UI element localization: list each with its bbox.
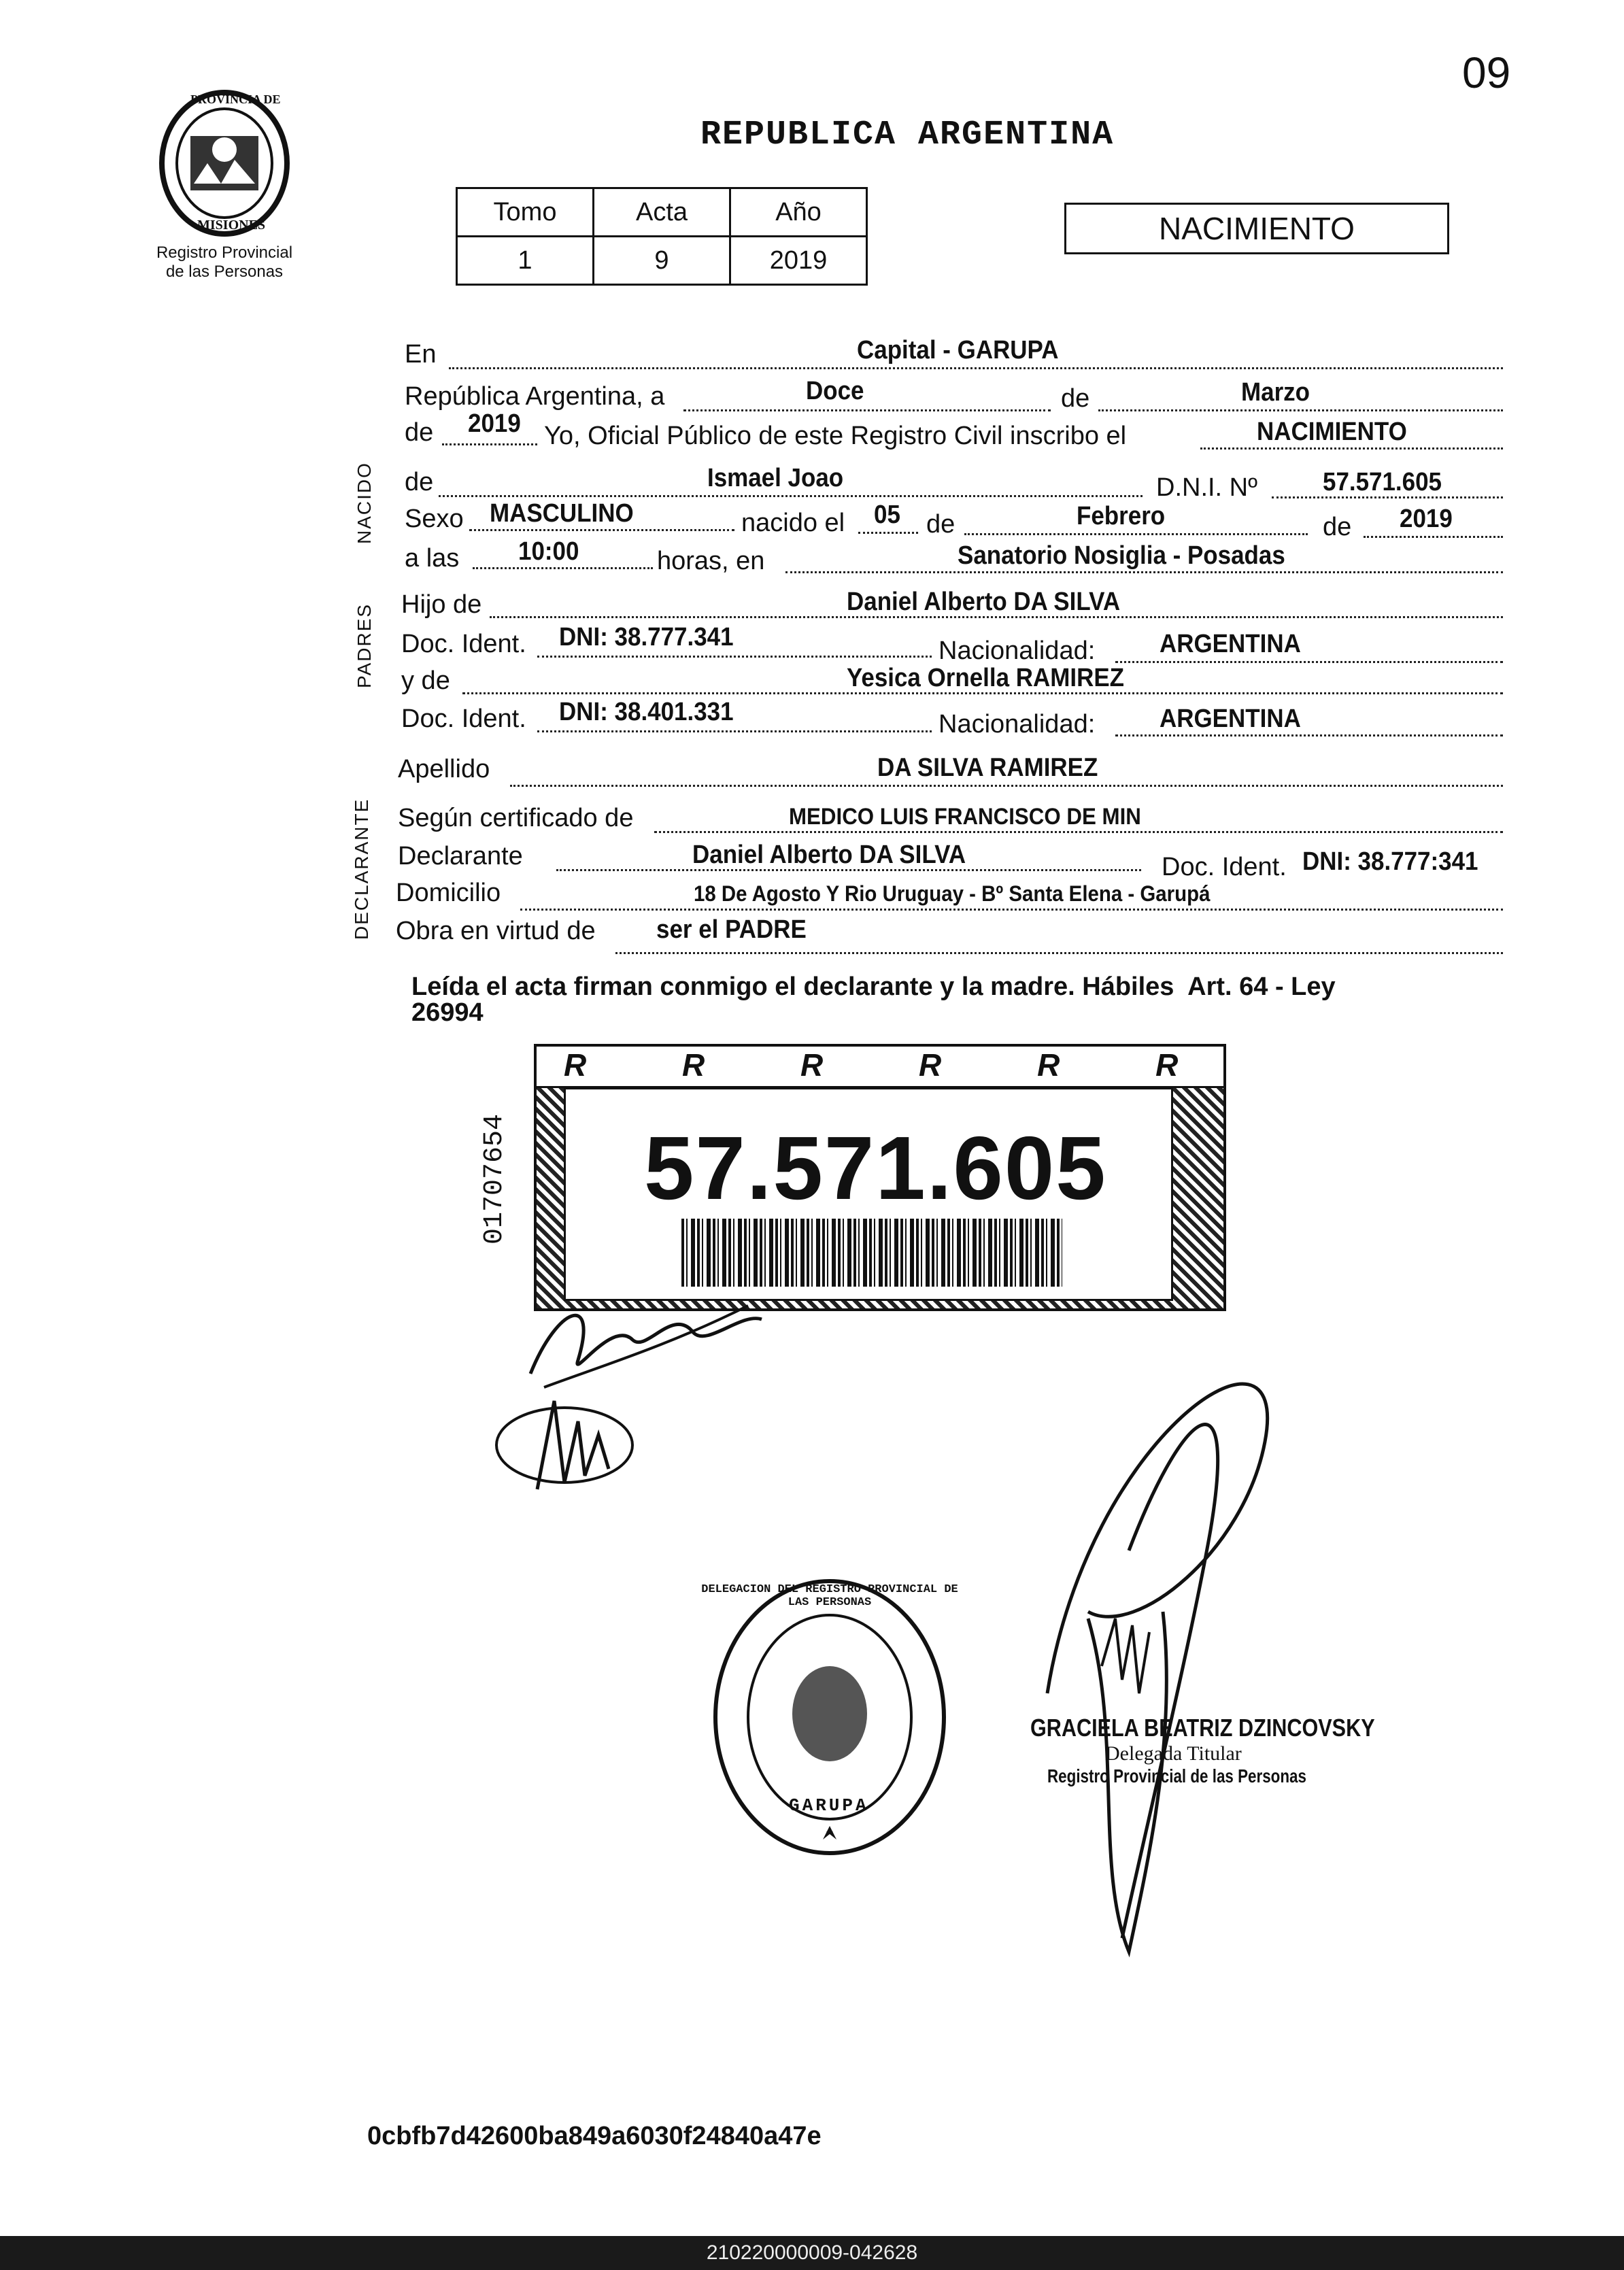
dotted-line bbox=[785, 571, 1503, 573]
mother-signature bbox=[490, 1380, 646, 1496]
yo-text: Yo, Oficial Público de este Registro Civil inscribo el bbox=[544, 422, 1127, 450]
year-value: 2019 bbox=[468, 409, 521, 438]
anio-header: Año bbox=[730, 188, 867, 237]
place-value: Capital - GARUPA bbox=[857, 336, 1059, 365]
birth-de-label-2: de bbox=[1323, 513, 1352, 541]
certificado-label: Según certificado de bbox=[398, 804, 634, 832]
certificado-value: MEDICO LUIS FRANCISCO DE MIN bbox=[789, 804, 1141, 830]
anio-value: 2019 bbox=[730, 237, 867, 285]
section-declarante-label: DECLARANTE bbox=[351, 798, 372, 940]
dotted-line bbox=[964, 533, 1308, 535]
record-table-value-row bbox=[457, 237, 867, 285]
issuer-caption-line1: Registro Provincial bbox=[156, 243, 293, 262]
birth-de-label: de bbox=[926, 510, 955, 539]
apellido-label: Apellido bbox=[398, 755, 490, 783]
footer-code: 210220000009-042628 bbox=[706, 2241, 918, 2264]
mother-doc: DNI: 38.401.331 bbox=[559, 698, 734, 726]
issuer-caption-line2: de las Personas bbox=[165, 262, 284, 281]
obra-value: ser el PADRE bbox=[656, 915, 807, 944]
dotted-line bbox=[537, 656, 932, 658]
birth-day: 05 bbox=[874, 501, 900, 529]
dotted-line bbox=[469, 529, 734, 531]
a-las-label: a las bbox=[405, 544, 460, 573]
sticker-side-number: 01707654 bbox=[479, 1113, 510, 1244]
closing-text bbox=[411, 974, 1336, 1026]
record-type: NACIMIENTO bbox=[1159, 211, 1355, 246]
birth-hour: 10:00 bbox=[518, 537, 579, 566]
acta-header: Acta bbox=[594, 188, 730, 237]
sticker-pattern-letter: R bbox=[1155, 1047, 1181, 1083]
dotted-line bbox=[537, 730, 932, 732]
child-name: Ismael Joao bbox=[707, 464, 844, 492]
nacido-de-label: de bbox=[405, 468, 434, 496]
father-nationality-label: Nacionalidad: bbox=[938, 637, 1096, 665]
dotted-line bbox=[1115, 661, 1503, 663]
declarante-value: Daniel Alberto DA SILVA bbox=[692, 841, 966, 869]
en-label: En bbox=[405, 340, 437, 369]
dotted-line bbox=[615, 952, 1503, 954]
country-title: REPUBLICA ARGENTINA bbox=[700, 116, 1115, 154]
official-signature bbox=[1006, 1326, 1292, 1972]
birth-year: 2019 bbox=[1400, 505, 1453, 533]
footer-bar bbox=[0, 2236, 1624, 2270]
dotted-line bbox=[473, 567, 653, 569]
father-doc: DNI: 38.777.341 bbox=[559, 623, 734, 651]
round-stamp-town: GARUPA bbox=[789, 1795, 869, 1816]
sticker-pattern-letter: R bbox=[1037, 1047, 1063, 1083]
section-nacido-label: NACIDO bbox=[354, 462, 375, 544]
dotted-line bbox=[439, 495, 1143, 497]
dotted-line bbox=[1364, 536, 1503, 538]
dotted-line bbox=[858, 532, 918, 534]
sexo-value: MASCULINO bbox=[490, 499, 634, 528]
dni-label: D.N.I. Nº bbox=[1156, 473, 1257, 502]
dotted-line bbox=[1098, 409, 1503, 411]
de2-label: de bbox=[405, 418, 434, 447]
record-type-box bbox=[1064, 203, 1449, 254]
section-padres-label: PADRES bbox=[354, 603, 375, 688]
round-stamp-text: DELEGACION DEL REGISTRO PROVINCIAL DE LAS PERSONAS bbox=[701, 1583, 958, 1609]
father-doc-label: Doc. Ident. bbox=[401, 630, 526, 658]
acta-value: 9 bbox=[594, 237, 730, 285]
page-number: 09 bbox=[1462, 48, 1511, 97]
document-hash: 0cbfb7d42600ba849a6030f24840a47e bbox=[367, 2122, 822, 2150]
issuer-caption bbox=[129, 243, 320, 282]
dotted-line bbox=[683, 409, 1051, 411]
obra-label: Obra en virtud de bbox=[396, 917, 596, 945]
seal-text-top: PROVINCIA DE bbox=[190, 92, 281, 106]
mother-name: Yesica Ornella RAMIREZ bbox=[847, 664, 1125, 692]
sticker-pattern-letter: R bbox=[800, 1047, 826, 1083]
seal-text-bottom: MISIONES bbox=[197, 218, 266, 233]
tomo-value: 1 bbox=[457, 237, 594, 285]
dotted-line bbox=[1115, 734, 1503, 736]
apellido-value: DA SILVA RAMIREZ bbox=[877, 753, 1098, 782]
de-label: de bbox=[1061, 384, 1090, 413]
sticker-pattern-letter: R bbox=[919, 1047, 945, 1083]
closing-text-line1: Leída el acta firman conmigo el declarante y la madre. Hábiles Art. 64 - Ley bbox=[411, 972, 1336, 1001]
dotted-line bbox=[1200, 447, 1503, 450]
declarante-label: Declarante bbox=[398, 842, 523, 870]
mother-nationality: ARGENTINA bbox=[1160, 705, 1301, 733]
declarante-doc-value: DNI: 38.777:341 bbox=[1302, 847, 1478, 876]
hijo-de-label: Hijo de bbox=[401, 590, 482, 619]
father-nationality: ARGENTINA bbox=[1160, 630, 1301, 658]
domicilio-label: Domicilio bbox=[396, 879, 501, 907]
sticker-pattern-letter: R bbox=[564, 1047, 590, 1083]
month-value: Marzo bbox=[1241, 378, 1310, 407]
day-value: Doce bbox=[806, 377, 864, 405]
record-table bbox=[456, 187, 868, 286]
republica-label: República Argentina, a bbox=[405, 382, 665, 411]
round-stamp bbox=[701, 1571, 958, 1863]
nacido-el-label: nacido el bbox=[741, 509, 845, 537]
sticker-pattern-letter: R bbox=[682, 1047, 708, 1083]
dotted-line bbox=[510, 785, 1503, 787]
dotted-line bbox=[654, 831, 1503, 833]
event-value: NACIMIENTO bbox=[1257, 418, 1407, 446]
mother-nationality-label: Nacionalidad: bbox=[938, 710, 1096, 739]
domicilio-value: 18 De Agosto Y Rio Uruguay - Bº Santa Elena - Garupá bbox=[694, 881, 1211, 906]
dotted-line bbox=[442, 443, 537, 445]
sexo-label: Sexo bbox=[405, 505, 464, 533]
record-table-header-row bbox=[457, 188, 867, 237]
horas-label: horas, en bbox=[657, 547, 765, 575]
birth-month: Febrero bbox=[1077, 502, 1166, 530]
official-stamp bbox=[1030, 1714, 1436, 1787]
sticker-number: 57.571.605 bbox=[644, 1118, 1107, 1218]
provincial-seal-logo bbox=[156, 88, 292, 238]
tomo-header: Tomo bbox=[457, 188, 594, 237]
closing-text-line2: 26994 bbox=[411, 998, 484, 1027]
birth-place: Sanatorio Nosiglia - Posadas bbox=[958, 541, 1285, 570]
official-office: Registro Provincial de las Personas bbox=[1047, 1765, 1306, 1786]
official-name: GRACIELA BEATRIZ DZINCOVSKY bbox=[1030, 1714, 1375, 1742]
official-title: Delegada Titular bbox=[1105, 1742, 1242, 1765]
father-name: Daniel Alberto DA SILVA bbox=[847, 588, 1121, 616]
child-dni: 57.571.605 bbox=[1323, 468, 1442, 496]
dotted-line bbox=[520, 909, 1503, 911]
declarante-doc-label: Doc. Ident. bbox=[1162, 853, 1287, 881]
mother-doc-label: Doc. Ident. bbox=[401, 705, 526, 733]
dotted-line bbox=[449, 367, 1503, 369]
y-de-label: y de bbox=[401, 666, 450, 695]
sticker-pattern-row bbox=[537, 1047, 1223, 1088]
